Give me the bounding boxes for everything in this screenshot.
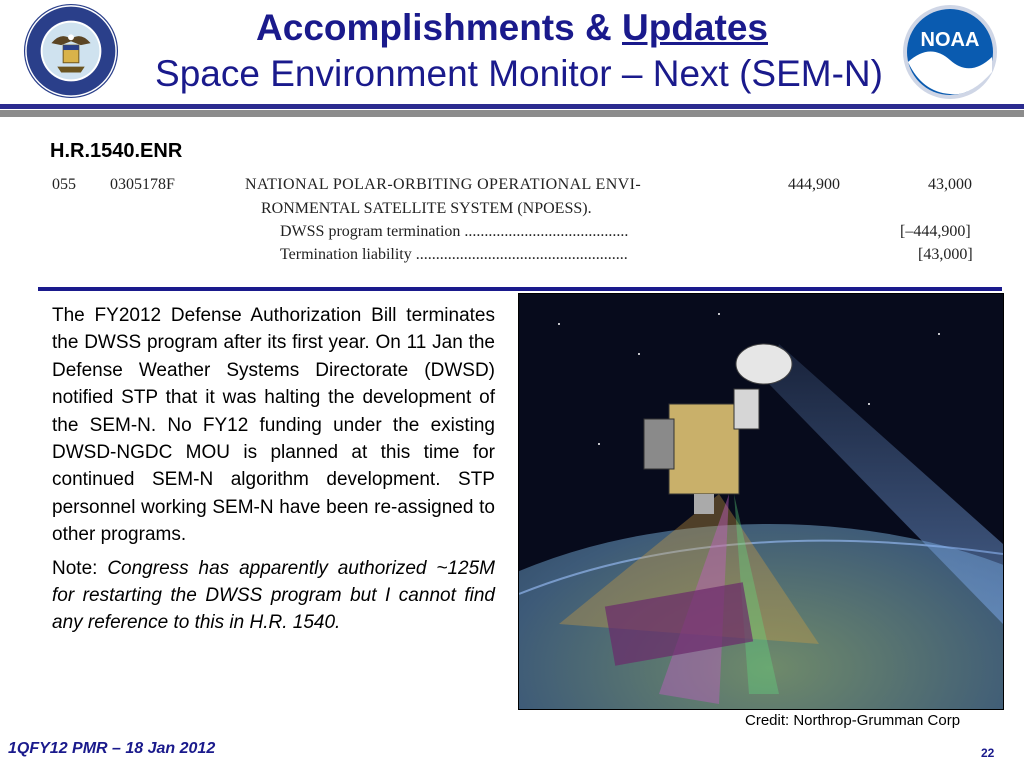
- title-rule-shadow: [0, 110, 1024, 117]
- note-label: Note:: [52, 557, 108, 579]
- image-credit: Credit: Northrop-Grumman Corp: [745, 712, 961, 729]
- bill-item-desc: NATIONAL POLAR-ORBITING OPERATIONAL ENVI-: [245, 176, 642, 193]
- bill-excerpt-table: [52, 172, 992, 272]
- section-divider: [38, 287, 1002, 291]
- footer-date: 1QFY12 PMR – 18 Jan 2012: [8, 740, 216, 757]
- bill-liability-amount: [43,000]: [918, 246, 973, 263]
- slide-title: [0, 6, 1024, 50]
- bill-liability-desc: Termination liability .....................................................: [280, 246, 628, 263]
- body-text: [52, 302, 495, 643]
- page-number: 22: [981, 746, 995, 760]
- bill-label: H.R.1540.ENR: [50, 140, 183, 162]
- slide-subtitle: Space Environment Monitor – Next (SEM-N): [155, 53, 883, 94]
- slide-title-main: Accomplishments &: [256, 7, 622, 48]
- paragraph-note: [52, 555, 495, 637]
- slide-title-underlined: Updates: [622, 7, 768, 48]
- bill-line-number: 055: [52, 176, 76, 193]
- bill-request-amount: 444,900: [788, 176, 840, 193]
- noaa-logo-text: NOAA: [920, 29, 980, 51]
- bill-termination-desc: DWSS program termination .........................................: [280, 223, 629, 240]
- bill-termination-amount: [–444,900]: [900, 223, 971, 240]
- satellite-illustration: [518, 293, 1004, 710]
- bill-program-code: 0305178F: [110, 176, 175, 193]
- paragraph-main: The FY2012 Defense Authorization Bill terminates the DWSS program after its first year. On 11 Jan the Defense Weather Systems Directorate (DWSD) notified STP that it was halting the development of the SEM-N. No FY12 funding under the existing DWSD-NGDC MOU is planned at this time for continued SEM-N algorithm development. STP personnel working SEM-N have been re-assigned to other programs.: [52, 305, 495, 546]
- note-text: Congress has apparently authorized ~125M for restarting the DWSS program but I cannot find any reference to this in H.R. 1540.: [52, 557, 495, 634]
- bill-item-desc-cont: RONMENTAL SATELLITE SYSTEM (NPOESS).: [261, 200, 592, 217]
- bill-authorized-amount: 43,000: [928, 176, 972, 193]
- title-rule: [0, 104, 1024, 109]
